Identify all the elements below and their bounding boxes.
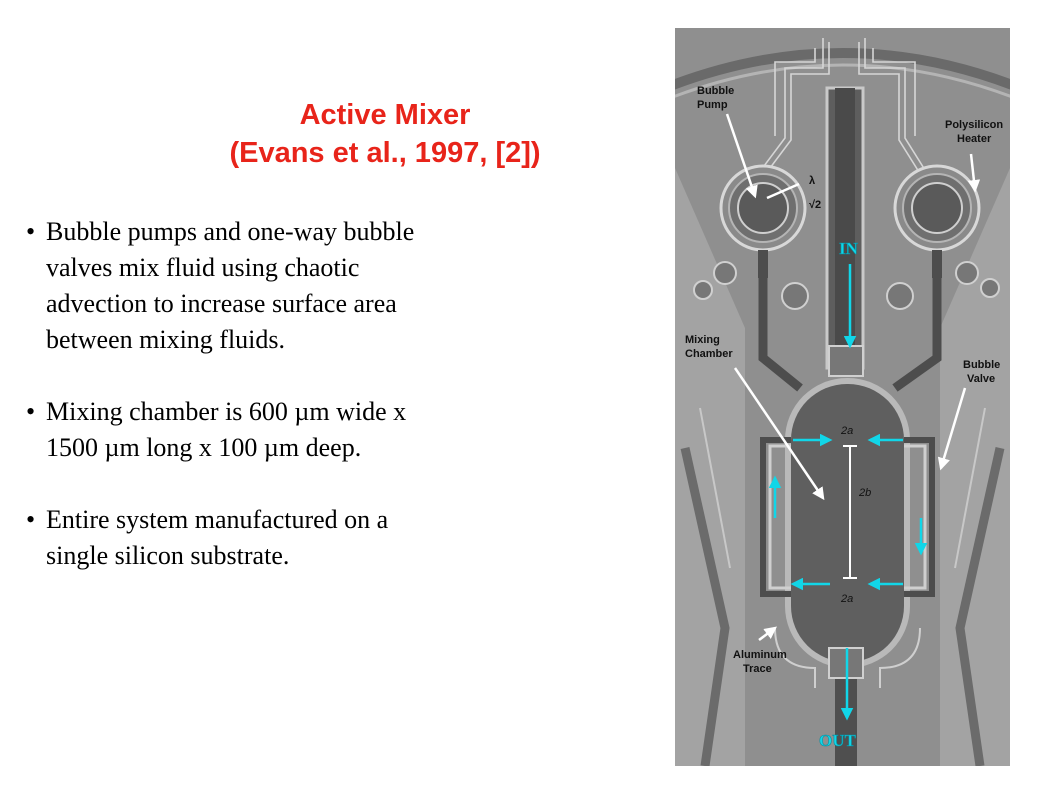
bullet-line: Entire system manufactured on a xyxy=(46,505,389,534)
label-bubble-valve: Valve xyxy=(967,373,996,385)
bullet-line: valves mix fluid using chaotic xyxy=(46,253,360,282)
label-aluminum-trace: Trace xyxy=(743,663,772,675)
label-dim-2a-bottom: 2a xyxy=(841,593,854,605)
mixer-micrograph xyxy=(675,28,1010,766)
bullet-line: Mixing chamber is 600 µm wide x xyxy=(46,397,407,426)
bullet-item xyxy=(26,214,546,358)
label-lambda: λ xyxy=(809,175,816,187)
label-aluminum-trace: Aluminum xyxy=(733,649,787,661)
slide-title xyxy=(160,96,610,172)
mixing-chamber xyxy=(763,378,932,668)
label-polysilicon-heater: Polysilicon xyxy=(945,119,1004,131)
bullet-line: single silicon substrate. xyxy=(46,541,290,570)
title-line-1: Active Mixer xyxy=(299,99,471,131)
label-in: IN xyxy=(839,239,858,258)
label-polysilicon-heater: Heater xyxy=(957,133,992,145)
label-mixing-chamber: Mixing xyxy=(685,334,720,346)
bullet-line: advection to increase surface area xyxy=(46,289,397,318)
bullet-line: Bubble pumps and one-way bubble xyxy=(46,217,415,246)
bullet-line: 1500 µm long x 100 µm deep. xyxy=(46,433,362,462)
title-line-2: (Evans et al., 1997, [2]) xyxy=(229,137,541,169)
bullet-dot: • xyxy=(26,505,36,534)
label-out: OUT xyxy=(819,731,856,750)
label-bubble-valve: Bubble xyxy=(963,359,1001,371)
bullet-line: between mixing fluids. xyxy=(46,325,286,354)
bullet-dot: • xyxy=(26,397,36,426)
label-bubble-pump: Bubble xyxy=(697,85,735,97)
bullet-item xyxy=(26,502,546,574)
bullet-list xyxy=(26,214,546,610)
label-bubble-pump: Pump xyxy=(697,99,728,111)
micrograph-svg xyxy=(675,28,1010,766)
label-dim-2b: 2b xyxy=(859,487,872,499)
label-mixing-chamber: Chamber xyxy=(685,348,733,360)
label-sqrt2: √2 xyxy=(809,199,822,211)
label-dim-2a-top: 2a xyxy=(841,425,854,437)
bullet-dot: • xyxy=(26,217,36,246)
bullet-item xyxy=(26,394,546,466)
